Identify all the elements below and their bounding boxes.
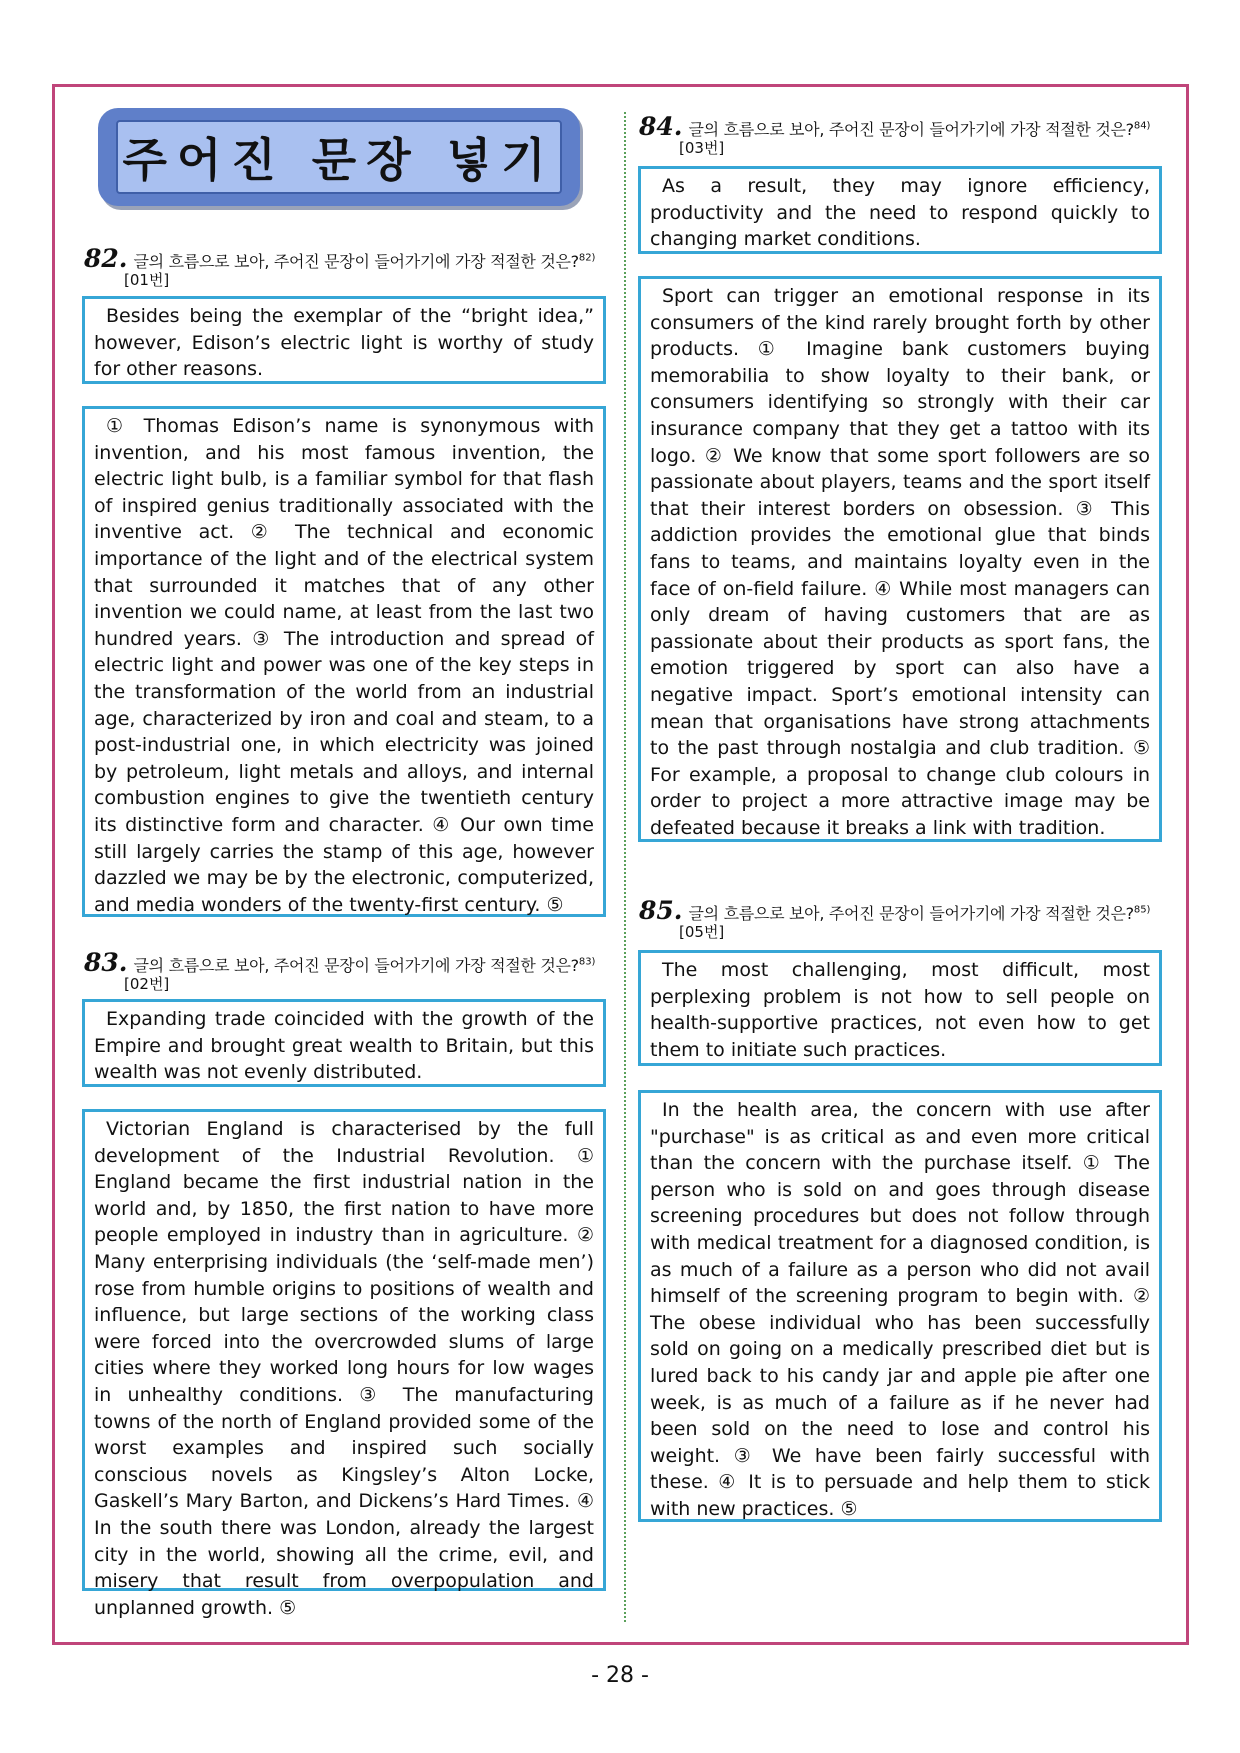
passage-text: Sport can trigger an emotional response in its consumers of the kind rarely brought forth by other products. ① Imagine bank customers buying memorabilia to show loyalty to their bank, or consumers identifying so strongly with their car insurance company that they get a tattoo with its logo. ② We know that some sport followers are so passionate about players, teams and the sport itself that their interest borders on obsession. ③ This addiction provides the emotional glue that binds fans to teams, and maintains loyalty even in the face of on-field failure. ④ While most managers can only dream of having customers that are as passionate about their products as sport fans, the emotion triggered by sport can also have a negative impact. Sport’s emotional intensity can mean that organisations have strong attachments to the past through nostalgia and club tradition. ⑤ For example, a proposal to change club colours in order to project a more attractive image may be defeated because it breaks a link with tradition. (650, 285, 1150, 839)
given-sentence-box-85 (638, 950, 1162, 1066)
passage-box-82 (82, 406, 606, 917)
question-footnote: 84) (1133, 120, 1151, 132)
passage-box-84 (638, 276, 1162, 842)
given-sentence: Besides being the exemplar of the “bright idea,” however, Edison’s electric light is worthy of study for other reasons. (94, 305, 594, 381)
page-title: 주어진 문장 넣기 (122, 133, 556, 187)
column-divider (624, 112, 626, 1622)
title-banner (98, 108, 580, 206)
question-prompt: 글의 흐름으로 보아, 주어진 문장이 들어가기에 가장 적절한 것은? (133, 252, 579, 271)
question-82-header (84, 244, 624, 290)
question-number: 85. (639, 896, 683, 925)
title-inner (116, 120, 562, 194)
question-code: [01번] (124, 271, 170, 289)
given-sentence-box-84 (638, 166, 1162, 254)
passage-box-85 (638, 1090, 1162, 1522)
question-83-header (84, 948, 624, 994)
question-84-header (639, 112, 1179, 158)
question-code: [02번] (124, 975, 170, 993)
question-prompt: 글의 흐름으로 보아, 주어진 문장이 들어가기에 가장 적절한 것은? (133, 956, 579, 975)
passage-text: ① Thomas Edison’s name is synonymous with invention, and his most famous invention, the electric light bulb, is a familiar symbol for that flash of inspired genius traditionally associated with the inventive act. ② The technical and economic importance of the light and of the electrical system that surrounded it matches that of any other invention we could name, at least from the last two hundred years. ③ The introduction and spread of electric light and power was one of the key steps in the transformation of the world from an industrial age, characterized by iron and coal and steam, to a post-industrial one, in which electricity was joined by petroleum, light metals and alloys, and internal combustion engines to give the twentieth century its distinctive form and character. ④ Our own time still largely carries the stamp of this age, however dazzled we may be by the electronic, computerized, and media wonders of the twenty-first century. ⑤ (94, 415, 594, 916)
question-number: 83. (84, 948, 128, 977)
given-sentence: The most challenging, most difficult, most perplexing problem is not how to sell people on health-supportive practices, not even how to get them to initiate such practices. (650, 959, 1150, 1061)
question-code: [05번] (679, 923, 725, 941)
question-prompt: 글의 흐름으로 보아, 주어진 문장이 들어가기에 가장 적절한 것은? (688, 120, 1134, 139)
page-number: - 28 - (591, 1663, 649, 1688)
question-prompt: 글의 흐름으로 보아, 주어진 문장이 들어가기에 가장 적절한 것은? (688, 904, 1134, 923)
passage-text: Victorian England is characterised by the full development of the Industrial Revolution. ① England became the first industrial nation in the world and, by 1850, the first nation to have more people employed in industry than in agriculture. ② Many enterprising individuals (the ‘self-made men’) rose from humble origins to positions of wealth and influence, but large sections of the working class were forced into the overcrowded slums of large cities where they worked long hours for low wages in unhealthy conditions. ③ The manufacturing towns of the north of England provided some of the worst examples and inspired such socially conscious novels as Kingsley’s Alton Locke, Gaskell’s Mary Barton, and Dickens’s Hard Times. ④ In the south there was London, already the largest city in the world, showing all the crime, evil, and misery that result from overpopulation and unplanned growth. ⑤ (94, 1118, 594, 1619)
question-85-header (639, 896, 1179, 942)
question-footnote: 82) (578, 252, 596, 264)
question-code: [03번] (679, 139, 725, 157)
question-number: 82. (84, 244, 128, 273)
given-sentence-box-83 (82, 999, 606, 1087)
given-sentence: As a result, they may ignore efficiency, productivity and the need to respond quickly to changing market conditions. (650, 175, 1150, 251)
question-footnote: 85) (1133, 904, 1151, 916)
given-sentence: Expanding trade coincided with the growth of the Empire and brought great wealth to Britain, but this wealth was not evenly distributed. (94, 1008, 594, 1084)
passage-text: In the health area, the concern with use after "purchase" is as critical as and even more critical than the concern with the purchase itself. ① The person who is sold on and goes through disease screening procedures but does not follow through with medical treatment for a diagnosed condition, is as much of a failure as a person who did not avail himself of the screening program to begin with. ② The obese individual who has been successfully sold on going on a medically prescribed diet but is lured back to his candy jar and apple pie after one week, is as much of a failure as if he never had been sold on the need to lose and control his weight. ③ We have been fairly successful with these. ④ It is to persuade and help them to stick with new practices. ⑤ (650, 1099, 1150, 1520)
question-number: 84. (639, 112, 683, 141)
passage-box-83 (82, 1109, 606, 1619)
given-sentence-box-82 (82, 296, 606, 384)
question-footnote: 83) (578, 956, 596, 968)
